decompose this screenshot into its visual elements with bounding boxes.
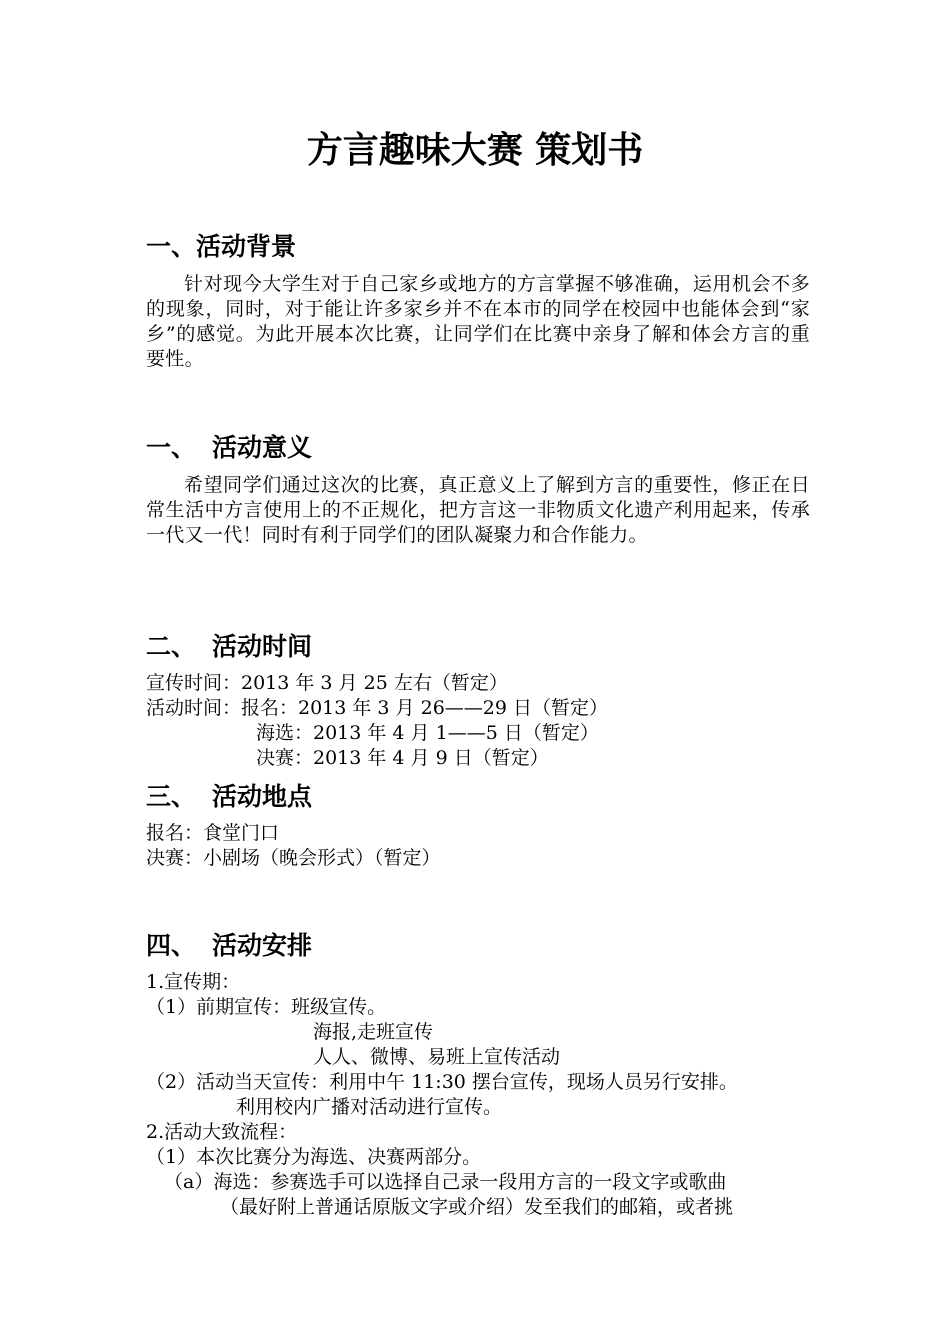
place-line-registration: 报名：食堂门口 — [146, 822, 280, 844]
arrangement-line: （最好附上普通话原版文字或介绍）发至我们的邮箱，或者挑 — [220, 1196, 734, 1218]
time-line-final: 决赛：2013 年 4 月 9 日（暂定） — [256, 747, 549, 769]
section-number: 三、 — [146, 782, 197, 811]
time-line-publicity: 宣传时间：2013 年 3 月 25 左右（暂定） — [146, 672, 508, 694]
time-line-activity: 活动时间：报名：2013 年 3 月 26——29 日（暂定） — [146, 697, 608, 719]
section-heading-background — [146, 230, 296, 264]
arrangement-line: （a）海选：参赛选手可以选择自己录一段用方言的一段文字或歌曲 — [164, 1171, 727, 1193]
section-label: 活动背景 — [196, 232, 297, 261]
section-label: 活动意义 — [212, 433, 313, 462]
arrangement-line: （1）前期宣传：班级宣传。 — [146, 996, 387, 1018]
section-number: 一、 — [146, 433, 197, 462]
meaning-paragraph: 希望同学们通过这次的比赛，真正意义上了解到方言的重要性，修正在日常生活中方言使用上的不正规化，把方言这一非物质文化遗产利用起来，传承一代又一代！同时有利于同学们的团队凝聚力和合作能力。 — [146, 474, 810, 546]
arrangement-line: 海报,走班宣传 — [313, 1021, 434, 1043]
arrangement-line: （1）本次比赛分为海选、决赛两部分。 — [146, 1146, 482, 1168]
section-heading-place — [146, 780, 312, 814]
arrangement-line: 利用校内广播对活动进行宣传。 — [236, 1096, 503, 1118]
time-line-audition: 海选：2013 年 4 月 1——5 日（暂定） — [256, 722, 599, 744]
section-heading-time — [146, 630, 312, 664]
section-number: 四、 — [146, 931, 197, 960]
place-line-final: 决赛：小剧场（晚会形式）（暂定） — [146, 847, 441, 869]
document-title: 方言趣味大赛 策划书 — [306, 130, 644, 171]
arrangement-line: （2）活动当天宣传：利用中午 11:30 摆台宣传，现场人员另行安排。 — [146, 1071, 738, 1093]
section-label: 活动地点 — [212, 782, 313, 811]
arrangement-line: 人人、微博、易班上宣传活动 — [313, 1046, 561, 1068]
arrangement-line: 1.宣传期： — [146, 971, 241, 993]
background-paragraph: 针对现今大学生对于自己家乡或地方的方言掌握不够准确，运用机会不多的现象，同时，对于能让许多家乡并不在本市的同学在校园中也能体会到“家乡”的感觉。为此开展本次比赛，让同学们在比赛中亲身了解和体会方言的重要性。 — [146, 273, 810, 370]
section-number: 二、 — [146, 632, 197, 661]
arrangement-line: 2.活动大致流程： — [146, 1121, 298, 1143]
section-label: 活动时间 — [212, 632, 313, 661]
section-heading-arrangement — [146, 929, 312, 963]
section-number: 一、 — [146, 232, 197, 261]
section-label: 活动安排 — [212, 931, 313, 960]
section-heading-meaning — [146, 431, 312, 465]
